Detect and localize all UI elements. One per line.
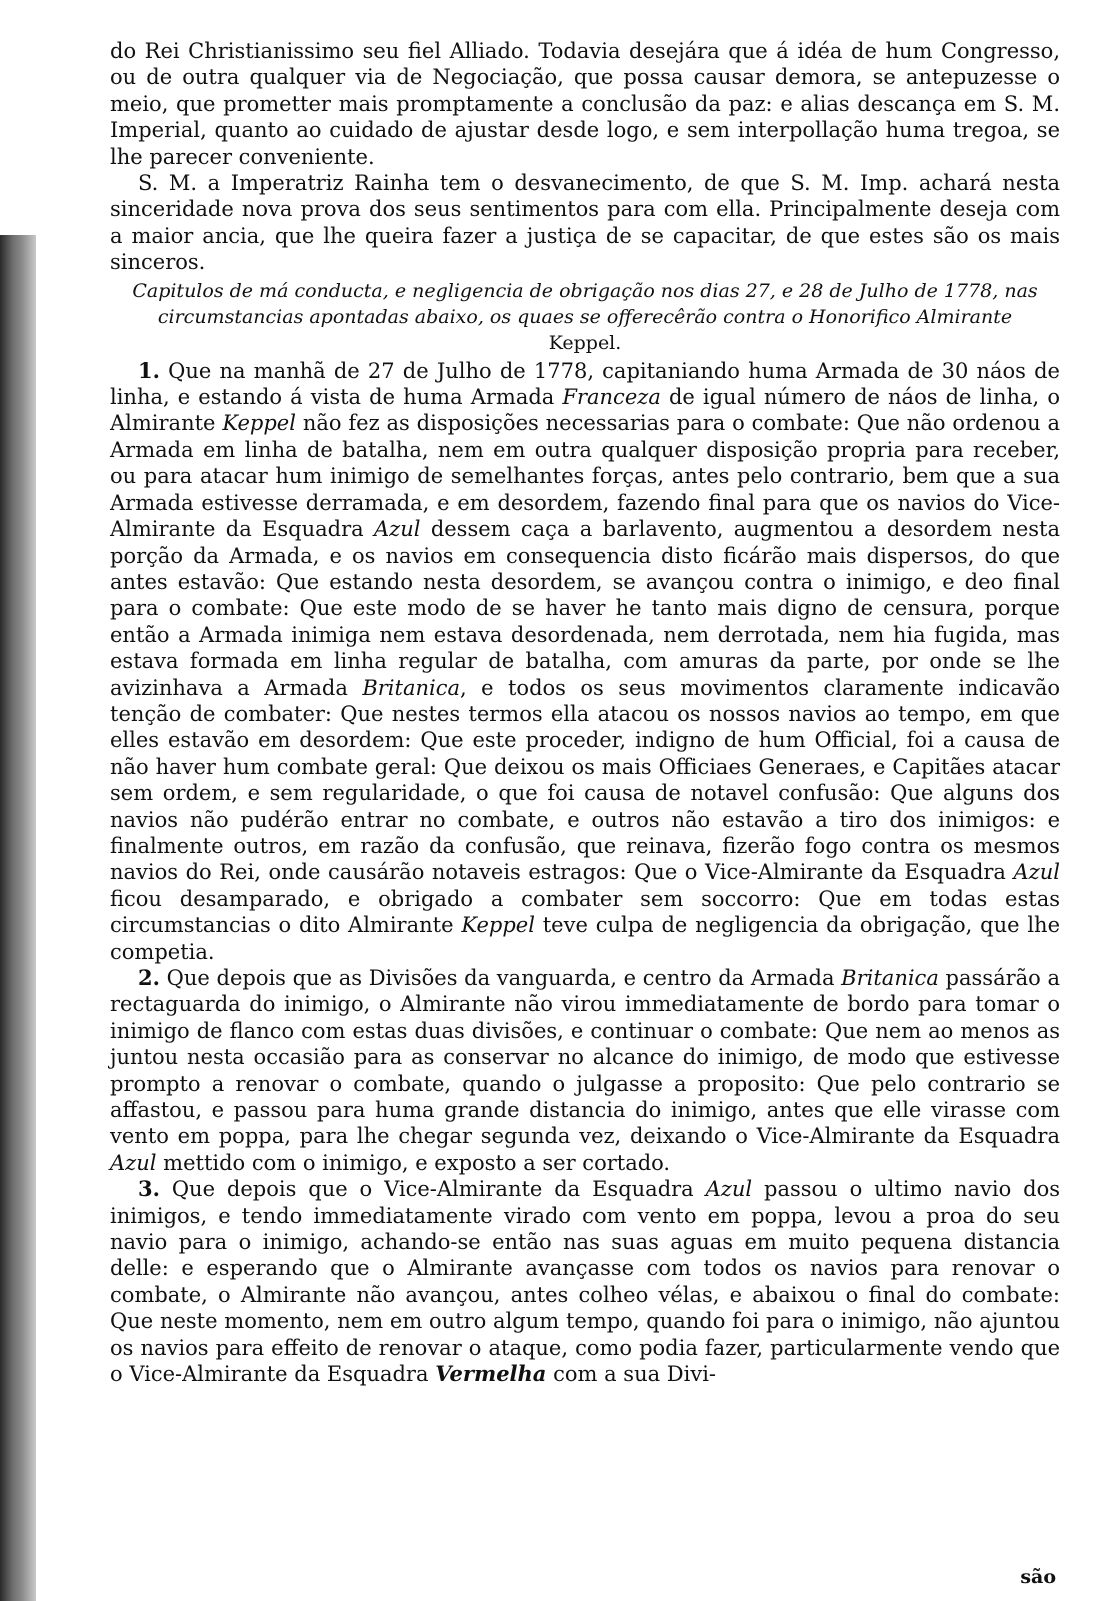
article-1-azul-2: Azul: [1013, 860, 1060, 885]
article-1-text-a: Que na manhã de 27 de Julho de 1778, capitaniando huma Armada de 30 náos de linha, e estando á vista de huma Armada: [110, 358, 1060, 410]
article-2: [110, 965, 1060, 1176]
article-2-text-a: Que depois que as Divisões da vanguarda, e centro da Armada: [166, 966, 835, 990]
article-1-text-e: , e todos os seus movimentos claramente indicavão tenção de combater: Que nestes termos ella atacou os nossos navios ao tempo, em que elles estavão em desordem: Que este proceder, indigno de hum Official, foi a causa de não haver hum combate geral: Que deixou os mais Officiaes Generaes, e Capitães atacar sem ordem, e sem regularidade, o que foi causa de notavel confusão: Que alguns dos navios não pudérão entrar no combate, e outros não estavão a tiro dos inimigos: e finalmente outros, em razão da confusão, que reinava, fizerão fogo contra os mesmos navios do Rei, onde causárão notaveis estragos: Que o Vice-Almirante da Esquadra: [110, 675, 1060, 885]
article-1-francesa: Franceza: [562, 385, 661, 410]
article-1-text-d: dessem caça a barlavento, augmentou a desordem nesta porção da Armada, e os navios em consequencia disto ficárão mais dispersos, do que antes estavão: Que estando nesta desordem, se avançou contra o inimigo, e deo final para o combate: Que este modo de se haver he tanto mais digno de censura, porque então a Armada inimiga nem estava desordenada, nem derrotada, nem hia fugida, mas estava formada em linha regular de batalha, com amuras da parte, por onde se lhe avizinhava a Armada: [110, 517, 1060, 700]
chapter-heading: [110, 278, 1060, 356]
catchword: são: [1020, 1566, 1056, 1588]
continued-paragraph: do Rei Christianissimo seu fiel Alliado. Todavia desejára que á idéa de hum Congresso, ou de outra qualquer via de Negociação, que possa causar demora, se antepuzesse o meio, que prometter mais promptamente a conclusão da paz: e alias descança em S. M. Imperial, quanto ao cuidado de ajustar desde logo, e sem interpollação huma tregoa, se lhe parecer conveniente.: [110, 39, 1060, 169]
article-3: [110, 1176, 1060, 1387]
article-2-britanica: Britanica: [841, 966, 939, 990]
article-1-text-f: ficou desamparado, e obrigado a combater sem soccorro: Que em todas estas circumstancias o dito Almirante: [110, 886, 1060, 938]
article-1-text-g: teve culpa de negligencia da obrigação, que lhe competia.: [110, 913, 1061, 964]
article-2-number: 2.: [138, 965, 160, 990]
article-1-text-c: não fez as disposições necessarias para o combate: Que não ordenou a Armada em linha de batalha, nem em outra qualquer disposição propria para receber, ou para atacar hum inimigo de semelhantes forças, antes pelo contrario, bem que a sua Armada estivesse derramada, e em desordem, fazendo final para que os navios do Vice-Almirante da Esquadra: [110, 411, 1060, 542]
article-1: [110, 358, 1060, 965]
article-3-text-b: passou o ultimo navio dos inimigos, e tendo immediatamente virado com vento em poppa, levou a proa do seu navio para o inimigo, achando-se então nas suas aguas em muito pequena distancia delle: e esperando que o Almirante avançasse com todos os navios para renovar o combate, o Almirante não avançou, antes colheo vélas, e abaixou o final do combate: Que neste momento, nem em outro algum tempo, quando foi para o inimigo, não ajuntou os navios para effeito de renovar o ataque, como podia fazer, particularmente vendo que o Vice-Almirante da Esquadra: [110, 1177, 1060, 1387]
article-1-text-b: de igual número de náos de linha, o Almirante: [110, 385, 1060, 436]
paragraph-imperatriz: S. M. a Imperatriz Rainha tem o desvanecimento, de que S. M. Imp. achará nesta sinceridade nova prova dos seus sentimentos para com ella. Principalmente deseja com a maior ancia, que lhe queira fazer a justiça de se capacitar, de que estes são os mais sinceros.: [110, 171, 1060, 275]
article-3-vermelha: Vermelha: [435, 1361, 547, 1387]
chapter-heading-text: Capitulos de má conducta, e negligencia de obrigação nos dias 27, e 28 de Julho de 1778, nas circumstancias apontadas abaixo, os quaes se offerecêrão contra o Honorifico Almirante: [132, 279, 1038, 328]
article-3-number: 3.: [138, 1176, 160, 1202]
article-1-azul: Azul: [374, 517, 421, 542]
article-1-number: 1.: [138, 357, 160, 383]
article-3-azul: Azul: [705, 1177, 753, 1202]
article-1-keppel: Keppel: [222, 411, 296, 436]
article-2-text-b: passárão a rectaguarda do inimigo, o Almirante não virou immediatamente de bordo para tomar o inimigo de flanco com estas duas divisões, e continuar o combate: Que nem ao menos as juntou nesta occasião para as conservar no alcance do inimigo, de modo que estivesse prompto a renovar o combate, quando o julgasse a proposito: Que pelo contrario se affastou, e passou para huma grande distancia do inimigo, antes que elle virasse com vento em poppa, para lhe chegar segunda vez, deixando o Vice-Almirante da Esquadra: [110, 966, 1060, 1149]
document-page: [110, 38, 1060, 1388]
article-1-keppel-2: Keppel: [461, 913, 535, 938]
article-2-text-c: mettido com o inimigo, e exposto a ser cortado.: [163, 1150, 671, 1175]
article-3-text-a: Que depois que o Vice-Almirante da Esquadra: [171, 1177, 694, 1202]
article-2-azul: Azul: [110, 1150, 157, 1175]
scan-edge-shadow: [0, 235, 36, 1601]
chapter-heading-name: Keppel.: [548, 331, 622, 354]
article-1-britanica: Britanica: [362, 675, 460, 700]
article-3-text-c: com a sua Divi-: [553, 1362, 717, 1387]
